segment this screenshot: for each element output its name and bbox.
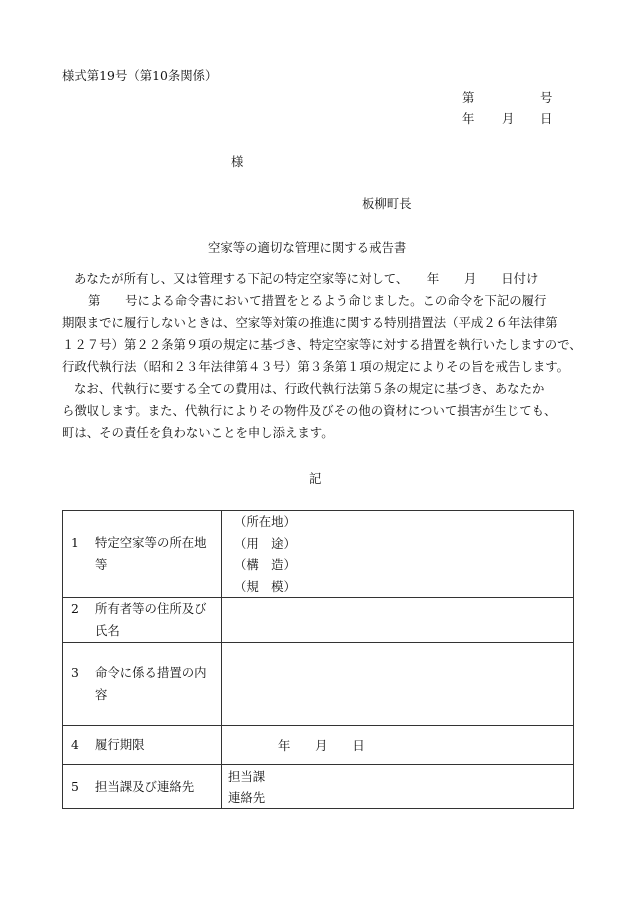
structure-line: （構 造） (234, 557, 296, 572)
row-label-cell (63, 765, 222, 809)
form-id: 様式第19号（第10条関係） (62, 68, 218, 83)
document-title: 空家等の適切な管理に関する戒告書 (208, 240, 407, 255)
table-row (63, 598, 574, 643)
table-row (63, 643, 574, 726)
department-line: 担当課 (228, 768, 266, 784)
deadline-date: 年 月 日 (278, 738, 365, 753)
addressee-suffix: 様 (231, 154, 244, 169)
row-label: 命令に係る措置の内容 (95, 665, 207, 702)
body-line: あなたが所有し、又は管理する下記の特定空家等に対して、 年 月 日付け (74, 271, 539, 286)
body-paragraph (62, 268, 582, 444)
location-line: （所在地） (234, 514, 296, 529)
row-label: 履行期限 (95, 737, 145, 752)
row-number: 5 (71, 778, 79, 794)
table-row (63, 511, 574, 598)
doc-number-prefix: 第 (462, 90, 475, 105)
row-label: 担当課及び連絡先 (95, 778, 195, 794)
doc-date-day: 日 (540, 111, 553, 126)
row-number: 4 (71, 737, 79, 752)
contact-line: 連絡先 (228, 789, 266, 805)
row-label-cell (63, 643, 222, 726)
body-line: なお、代執行に要する全ての費用は、行政代執行法第５条の規定に基づき、あなたか (74, 381, 545, 396)
doc-date-year: 年 (462, 111, 475, 126)
row-label: 所有者等の住所及び氏名 (95, 601, 207, 638)
doc-date-month: 月 (502, 111, 515, 126)
body-line: 期限までに履行しないときは、空家等対策の推進に関する特別措置法（平成２６年法律第 (62, 315, 558, 330)
scale-line: （規 模） (234, 578, 296, 594)
row-value-cell (222, 726, 574, 765)
body-line: 町は、その責任を負わないことを申し添えます。 (62, 425, 334, 440)
body-line: １２７号）第２２条第９項の規定に基づき、特定空家等に対する措置を執行いたしますので、 (62, 337, 582, 352)
row-label-cell (63, 598, 222, 643)
row-value-cell (222, 511, 574, 598)
row-label: 特定空家等の所在地等 (95, 535, 207, 572)
table-row (63, 726, 574, 765)
body-line: 第 号による命令書において措置をとるよう命じました。この命令を下記の履行 (88, 293, 547, 308)
usage-line: （用 途） (234, 535, 296, 551)
ki-heading: 記 (309, 471, 322, 486)
row-number: 2 (71, 601, 79, 616)
body-line: ら徴収します。また、代執行によりその物件及びその他の資材について損害が生じても、 (62, 403, 557, 418)
doc-number-suffix: 号 (540, 90, 553, 105)
row-value-cell (222, 598, 574, 643)
row-value-cell (222, 765, 574, 809)
row-label-cell (63, 726, 222, 765)
table-row (63, 765, 574, 809)
row-value-cell (222, 643, 574, 726)
row-label-cell (63, 511, 222, 598)
row-number: 3 (71, 665, 79, 680)
row-number: 1 (71, 535, 79, 550)
body-line: 行政代執行法（昭和２３年法律第４３号）第３条第１項の規定によりその旨を戒告します。 (62, 359, 570, 374)
details-table (62, 510, 574, 809)
sender: 板柳町長 (362, 196, 412, 211)
